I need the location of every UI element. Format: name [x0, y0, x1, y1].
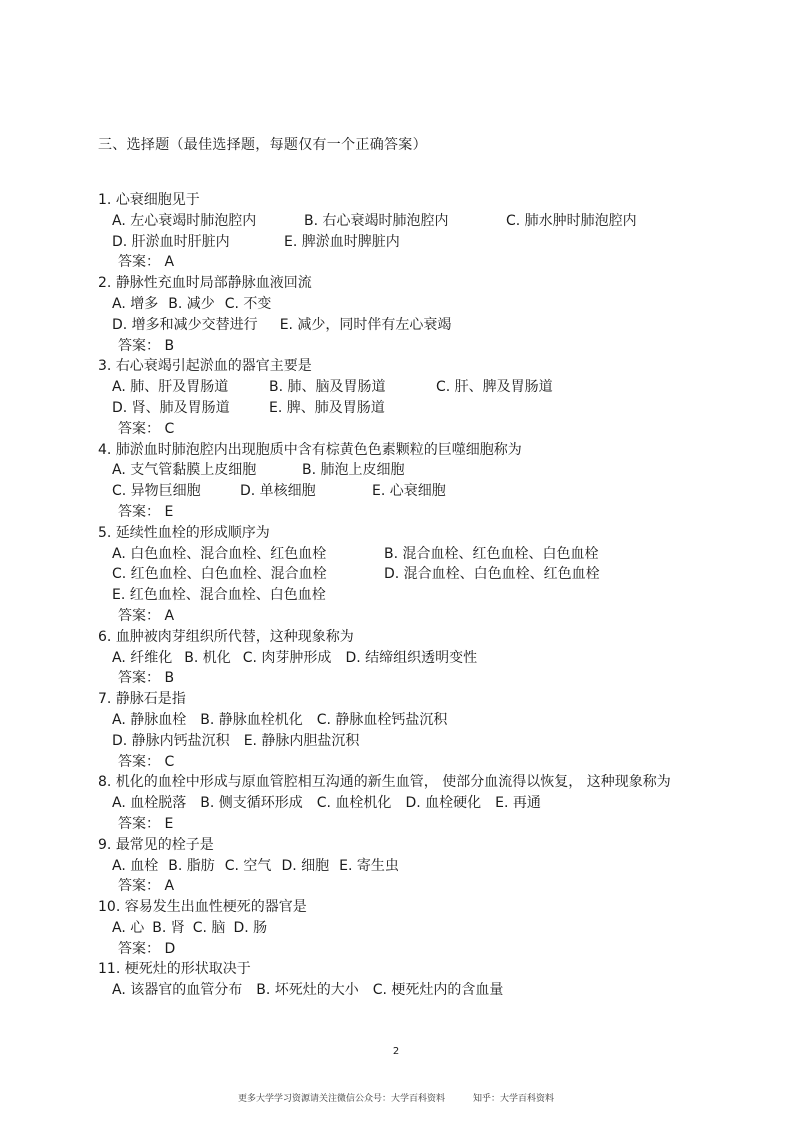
question-number: 6. — [98, 628, 112, 645]
option-c: C. 异物巨细胞 — [112, 483, 201, 500]
option-c: C. 梗死灶内的含血量 — [372, 982, 504, 999]
question-text: 静脉性充血时局部静脉血液回流 — [115, 275, 312, 292]
question-1 — [98, 190, 738, 273]
question-stem — [98, 689, 738, 710]
option-e: E. 减少，同时伴有左心衰竭 — [279, 316, 452, 333]
footer — [0, 1091, 792, 1104]
page-number: 2 — [392, 1046, 400, 1057]
question-text: 机化的血栓中形成与原血管腔相互沟通的新生血管， 使部分血流得以恢复， 这种现象称为 — [115, 774, 671, 791]
option-b: B. 右心衰竭时肺泡腔内 — [304, 212, 449, 229]
option-c: C. 红色血栓、白色血栓、混合血栓 — [112, 566, 327, 583]
option-e: E. 心衰细胞 — [372, 483, 446, 500]
question-5 — [98, 523, 738, 627]
question-9 — [98, 835, 738, 897]
question-2 — [98, 273, 738, 356]
options-row — [98, 648, 738, 669]
option-b: B. 减少 — [168, 295, 215, 312]
options-row — [98, 980, 738, 1001]
option-c: C. 肉芽肿形成 — [242, 649, 332, 666]
answer: 答案： C — [118, 753, 175, 770]
question-stem — [98, 356, 738, 377]
option-d: D. 肾、肺及胃肠道 — [112, 399, 230, 416]
question-4 — [98, 440, 738, 523]
options-row — [98, 585, 738, 606]
options-row — [98, 398, 738, 419]
answer: 答案： E — [118, 815, 174, 832]
options-row — [98, 460, 738, 481]
option-c: C. 肺水肿时肺泡腔内 — [506, 212, 637, 229]
question-number: 2. — [98, 275, 112, 292]
answer: 答案： A — [118, 878, 175, 895]
option-e: E. 再通 — [495, 795, 541, 812]
options-row — [98, 544, 738, 565]
question-6 — [98, 627, 738, 689]
option-d: D. 肠 — [233, 919, 268, 936]
question-stem — [98, 627, 738, 648]
options-row — [98, 918, 738, 939]
option-a: A. 左心衰竭时肺泡腔内 — [112, 212, 257, 229]
answer: 答案： B — [118, 337, 175, 354]
question-number: 5. — [98, 524, 112, 541]
option-e: E. 脾、肺及胃肠道 — [269, 399, 385, 416]
options-row — [98, 294, 738, 315]
option-d: D. 静脉内钙盐沉积 — [112, 732, 230, 749]
option-a: A. 血栓 — [112, 857, 159, 874]
option-c: C. 脑 — [192, 919, 226, 936]
question-3 — [98, 356, 738, 439]
question-text: 血肿被肉芽组织所代替，这种现象称为 — [115, 628, 354, 645]
question-number: 3. — [98, 358, 112, 375]
options-row — [98, 856, 738, 877]
question-11 — [98, 959, 738, 1001]
option-a: A. 心 — [112, 919, 145, 936]
option-d: D. 细胞 — [281, 857, 330, 874]
option-c: C. 血栓机化 — [316, 795, 392, 812]
options-row — [98, 232, 738, 253]
question-number: 4. — [98, 441, 112, 458]
option-b: B. 肾 — [152, 919, 185, 936]
options-row — [98, 315, 738, 336]
footer-zhihu-note: 知乎：大学百科资料 — [473, 1094, 555, 1104]
option-b: B. 静脉血栓机化 — [200, 711, 303, 728]
answer: 答案： D — [118, 940, 176, 957]
answer: 答案： A — [118, 254, 175, 271]
question-stem — [98, 959, 738, 980]
question-stem — [98, 772, 738, 793]
question-text: 延续性血栓的形成顺序为 — [115, 524, 270, 541]
question-text: 肺淤血时肺泡腔内出现胞质中含有棕黄色色素颗粒的巨噬细胞称为 — [115, 441, 522, 458]
option-c: C. 不变 — [224, 295, 272, 312]
option-c: C. 肝、脾及胃肠道 — [436, 379, 553, 396]
question-text: 心衰细胞见于 — [115, 192, 200, 208]
options-row — [98, 211, 738, 232]
options-row — [98, 377, 738, 398]
option-d: D. 结缔组织透明变性 — [345, 649, 478, 666]
option-e: E. 寄生虫 — [339, 857, 399, 874]
option-d: D. 单核细胞 — [240, 483, 316, 500]
option-e: E. 红色血栓、混合血栓、白色血栓 — [112, 587, 326, 604]
option-d: D. 肝淤血时肝脏内 — [112, 233, 230, 250]
question-text: 容易发生出血性梗死的器官是 — [124, 899, 307, 916]
question-number: 9. — [98, 836, 112, 853]
option-a: A. 纤维化 — [112, 649, 173, 666]
answer: 答案： B — [118, 670, 175, 687]
footer-wechat-note: 更多大学学习资源请关注微信公众号：大学百科资料 — [237, 1094, 445, 1104]
option-a: A. 静脉血栓 — [112, 711, 187, 728]
option-a: A. 该器官的血管分布 — [112, 982, 243, 999]
option-b: B. 侧支循环形成 — [200, 795, 303, 812]
option-a: A. 支气管黏膜上皮细胞 — [112, 462, 257, 479]
question-list — [98, 190, 738, 1001]
option-b: B. 脂肪 — [168, 857, 215, 874]
options-row — [98, 564, 738, 585]
question-text: 右心衰竭引起淤血的器官主要是 — [115, 358, 312, 375]
question-number: 11. — [98, 961, 121, 978]
answer: 答案： A — [118, 607, 175, 624]
question-stem — [98, 190, 738, 211]
question-number: 1. — [98, 192, 112, 208]
options-row — [98, 481, 738, 502]
answer: 答案： C — [118, 420, 175, 437]
option-a: A. 白色血栓、混合血栓、红色血栓 — [112, 545, 327, 562]
question-number: 10. — [98, 899, 121, 916]
question-stem — [98, 835, 738, 856]
question-10 — [98, 897, 738, 959]
option-d: D. 混合血栓、白色血栓、红色血栓 — [384, 566, 600, 583]
option-c: C. 空气 — [224, 857, 272, 874]
section-title: 三、选择题（最佳选择题，每题仅有一个正确答案） — [98, 137, 427, 153]
option-c: C. 静脉血栓钙盐沉积 — [316, 711, 448, 728]
question-text: 最常见的栓子是 — [115, 836, 214, 853]
question-stem — [98, 897, 738, 918]
question-number: 7. — [98, 691, 112, 708]
question-7 — [98, 689, 738, 772]
option-b: B. 坏死灶的大小 — [256, 982, 359, 999]
question-number: 8. — [98, 774, 112, 791]
question-stem — [98, 523, 738, 544]
option-b: B. 机化 — [184, 649, 231, 666]
question-8 — [98, 772, 738, 834]
question-stem — [98, 273, 738, 294]
option-b: B. 肺、脑及胃肠道 — [269, 379, 386, 396]
answer: 答案： E — [118, 503, 174, 520]
options-row — [98, 710, 738, 731]
option-e: E. 静脉内胆盐沉积 — [243, 732, 360, 749]
option-e: E. 脾淤血时脾脏内 — [284, 233, 400, 250]
question-stem — [98, 440, 738, 461]
option-d: D. 增多和减少交替进行 — [112, 316, 258, 333]
option-b: B. 混合血栓、红色血栓、白色血栓 — [384, 545, 599, 562]
option-a: A. 增多 — [112, 295, 159, 312]
question-text: 梗死灶的形状取决于 — [124, 961, 251, 978]
question-text: 静脉石是指 — [115, 691, 186, 708]
option-a: A. 肺、肝及胃肠道 — [112, 379, 229, 396]
options-row — [98, 731, 738, 752]
option-b: B. 肺泡上皮细胞 — [302, 462, 405, 479]
options-row — [98, 793, 738, 814]
option-a: A. 血栓脱落 — [112, 795, 187, 812]
option-d: D. 血栓硬化 — [405, 795, 482, 812]
